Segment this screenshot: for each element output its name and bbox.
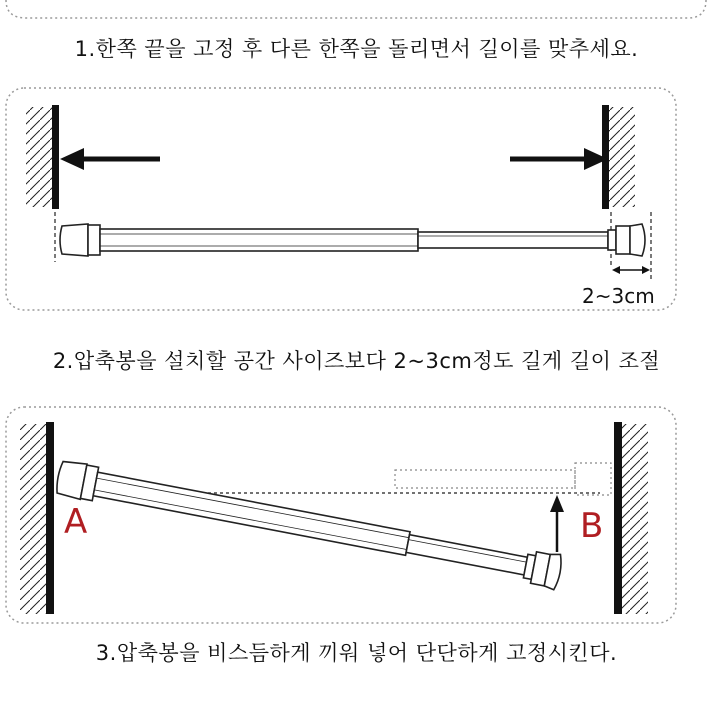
step-3-caption: 3.압축봉을 비스듬하게 끼워 넣어 단단하게 고정시킨다.	[95, 641, 618, 665]
point-b-label: B	[580, 506, 604, 546]
panel-3-up-arrow	[550, 495, 564, 552]
panel-2-right-wall	[602, 105, 635, 209]
panel-3-left-wall	[20, 422, 54, 614]
panel-2-arrow-right	[510, 148, 608, 170]
gap-label: 2~3cm	[582, 284, 655, 308]
panel-3-ghost-rod	[395, 463, 611, 495]
panel-2-arrow-left	[60, 148, 160, 170]
top-frame-remnant	[6, 0, 706, 18]
panel-3-frame	[6, 407, 676, 623]
panel-2-frame	[6, 88, 676, 310]
panel-3-right-wall	[614, 422, 648, 614]
step-2-caption: 2.압축봉을 설치할 공간 사이즈보다 2~3cm정도 길게 길이 조절	[52, 349, 661, 373]
panel-2-gap-dimension	[612, 266, 650, 274]
panel-2-rod	[60, 224, 645, 256]
panel-3-rod	[55, 459, 564, 590]
point-a-label: A	[64, 502, 88, 542]
step-1-caption: 1.한쪽 끝을 고정 후 다른 한쪽을 돌리면서 길이를 맞추세요.	[74, 37, 639, 61]
panel-2-left-wall	[26, 105, 59, 209]
